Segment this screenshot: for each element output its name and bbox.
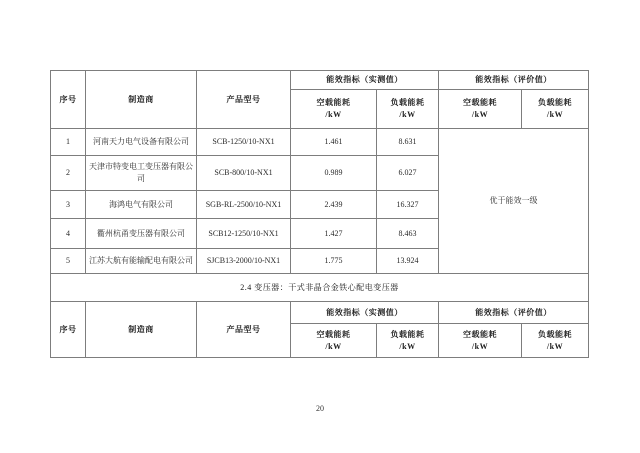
cell-model: SGB-RL-2500/10-NX1 (197, 191, 291, 219)
col-header-index: 序号 (51, 302, 86, 358)
cell-manufacturer: 海鸿电气有限公司 (86, 191, 197, 219)
cell-index: 1 (51, 129, 86, 156)
unit-label: /kW (546, 341, 564, 351)
unit-label: /kW (399, 341, 416, 351)
group-header-evaluated: 能效指标（评价值） (439, 71, 589, 90)
col-header-manufacturer: 制造商 (86, 71, 197, 129)
group-header-measured: 能效指标（实测值） (291, 302, 439, 324)
cell-model: SCB-1250/10-NX1 (197, 129, 291, 156)
col-header-index: 序号 (51, 71, 86, 129)
cell-load-value: 6.027 (377, 156, 439, 191)
cell-no-load-value: 0.989 (291, 156, 377, 191)
cell-no-load-value: 1.461 (291, 129, 377, 156)
cell-index: 4 (51, 219, 86, 249)
load-label: 负载能耗 (390, 98, 425, 107)
table2-header-group-row (51, 302, 589, 324)
col-header-model: 产品型号 (197, 71, 291, 129)
unit-label: /kW (325, 341, 342, 351)
cell-manufacturer: 衢州杭甬变压器有限公司 (86, 219, 197, 249)
merged-evaluation-cell: 优于能效一级 (439, 129, 589, 274)
unit-label: /kW (325, 110, 342, 119)
cell-model: SCB-800/10-NX1 (197, 156, 291, 191)
col-header-evaluated-load (522, 324, 589, 358)
cell-load-value: 8.463 (377, 219, 439, 249)
col-header-measured-no-load (291, 90, 377, 129)
no-load-label: 空载能耗 (463, 98, 497, 107)
cell-manufacturer: 江苏大航有能输配电有限公司 (86, 249, 197, 274)
cell-no-load-value: 2.439 (291, 191, 377, 219)
col-header-measured-no-load (291, 324, 377, 358)
unit-label: /kW (471, 341, 489, 351)
page-number: 20 (316, 404, 324, 413)
cell-load-value: 8.631 (377, 129, 439, 156)
col-header-manufacturer: 制造商 (86, 302, 197, 358)
cell-no-load-value: 1.427 (291, 219, 377, 249)
transformer-efficiency-table (50, 70, 589, 358)
table-row (51, 129, 589, 156)
unit-label: /kW (399, 110, 416, 119)
cell-model: SJCB13-2000/10-NX1 (197, 249, 291, 274)
no-load-label: 空载能耗 (316, 98, 351, 107)
col-header-measured-load (377, 324, 439, 358)
col-header-evaluated-load (522, 90, 589, 129)
cell-manufacturer: 河南天力电气设备有限公司 (86, 129, 197, 156)
no-load-label: 空载能耗 (316, 329, 351, 339)
col-header-evaluated-no-load (439, 90, 522, 129)
load-label: 负载能耗 (390, 329, 425, 339)
section-title: 2.4 变压器：干式非晶合金铁心配电变压器 (51, 274, 589, 302)
cell-index: 5 (51, 249, 86, 274)
unit-label: /kW (471, 110, 489, 119)
unit-label: /kW (546, 110, 564, 119)
col-header-model: 产品型号 (197, 302, 291, 358)
cell-load-value: 16.327 (377, 191, 439, 219)
group-header-evaluated: 能效指标（评价值） (439, 302, 589, 324)
no-load-label: 空载能耗 (463, 329, 497, 339)
group-header-measured: 能效指标（实测值） (291, 71, 439, 90)
col-header-evaluated-no-load (439, 324, 522, 358)
load-label: 负载能耗 (538, 98, 572, 107)
col-header-measured-load (377, 90, 439, 129)
cell-index: 2 (51, 156, 86, 191)
cell-load-value: 13.924 (377, 249, 439, 274)
cell-index: 3 (51, 191, 86, 219)
table1-header-group-row (51, 71, 589, 90)
cell-manufacturer: 天津市特变电工变压器有限公司 (86, 156, 197, 191)
cell-no-load-value: 1.775 (291, 249, 377, 274)
load-label: 负载能耗 (538, 329, 572, 339)
section-title-row (51, 274, 589, 302)
cell-model: SCB12-1250/10-NX1 (197, 219, 291, 249)
